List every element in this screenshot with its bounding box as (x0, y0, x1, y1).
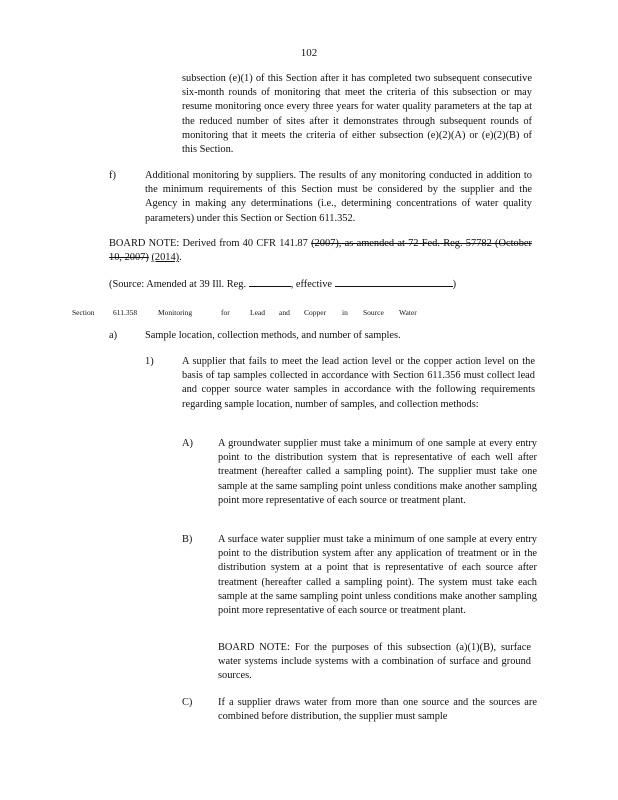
subsection-f (145, 169, 532, 226)
heading-word-6: in (342, 308, 348, 317)
subsection-C (218, 696, 537, 724)
subsection-C-label: C) (182, 697, 193, 708)
continuation-text: subsection (e)(1) of this Section after it has completed two subsequent consecutive six-month rounds of monitoring that meet the criteria of this subsection or may resume monitoring once every three years for water quality parameters at the tap at the reduced number of sites after it demonstrates through subsequent rounds of monitoring that it meets the criteria of either subsection (e)(2)(A) or (e)(2)(B) of this Section. (182, 73, 532, 156)
subsection-a1 (182, 355, 535, 412)
source-middle: , effective (290, 279, 333, 290)
struck-citation: (2007), as amended at 72 Fed. Reg. 57782 (October 10, 2007) (109, 238, 532, 264)
subsection-a (145, 329, 532, 343)
subsection-A (218, 437, 537, 508)
subsection-C-text: If a supplier draws water from more than one source and the sources are combined before distribution, the supplier must sample (218, 697, 537, 723)
page-number: 102 (300, 47, 318, 59)
heading-word-2: for (221, 308, 230, 317)
board-note-prefix: BOARD NOTE: Derived from 40 CFR 141.87 (109, 238, 308, 249)
subsection-f-text: Additional monitoring by suppliers. The results of any monitoring conducted in addition to the minimum requirements of this Section must be considered by the supplier and the Agency in making any determinations (i.e., determining concentrations of water quality parameters) under this Section or Section 611.352. (145, 170, 532, 224)
reg-page-blank (249, 276, 291, 287)
subsection-a-label: a) (109, 330, 118, 341)
subsection-a-text: Sample location, collection methods, and number of samples. (145, 330, 401, 341)
section-word: Section (72, 308, 95, 317)
subsection-B-label: B) (182, 534, 193, 545)
board-note-surface-text: BOARD NOTE: For the purposes of this subsection (a)(1)(B), surface water systems include systems with a combination of surface and ground sources. (218, 642, 531, 682)
subsection-a1-text: A supplier that fails to meet the lead action level or the copper action level on the basis of tap samples collected in accordance with Section 611.356 must collect lead and copper source water samples in accordance with the following requirements regarding sample location, number of samples, and collection methods: (182, 356, 535, 410)
continuation-paragraph (182, 72, 532, 157)
board-note-derived (109, 237, 532, 265)
subsection-A-label: A) (182, 438, 193, 449)
section-number: 611.358 (113, 308, 138, 317)
heading-word-1: Monitoring (158, 308, 193, 317)
subsection-B-text: A surface water supplier must take a minimum of one sample at every entry point to the distribution system after any application of treatment or in the distribution system at a point that is representative of each source after treatment (hereafter called a sampling point). The system must take each sample at the same sampling point unless conditions make another sampling point more representative of each source or treatment plant. (218, 534, 537, 617)
inserted-citation: (2014) (151, 252, 180, 264)
heading-word-8: Water (399, 308, 417, 317)
source-end: ) (452, 279, 457, 290)
effective-date-blank (335, 276, 453, 287)
board-note-suffix: . (179, 252, 182, 264)
subsection-B (218, 533, 537, 618)
heading-word-3: Lead (250, 308, 265, 317)
heading-word-4: and (279, 308, 290, 317)
source-prefix: (Source: Amended at 39 Ill. Reg. (109, 279, 247, 290)
heading-word-5: Copper (304, 308, 327, 317)
subsection-f-label: f) (109, 170, 116, 181)
board-note-surface-water (218, 641, 531, 684)
heading-word-7: Source (363, 308, 384, 317)
subsection-A-text: A groundwater supplier must take a minimum of one sample at every entry point to the distribution system that is representative of each well after treatment (hereafter called a sampling point). The supplier must take one sample at the same sampling point unless conditions make another sampling point more representative of each source or treatment plant. (218, 438, 537, 506)
source-note (109, 276, 539, 292)
subsection-a1-label: 1) (145, 356, 154, 367)
